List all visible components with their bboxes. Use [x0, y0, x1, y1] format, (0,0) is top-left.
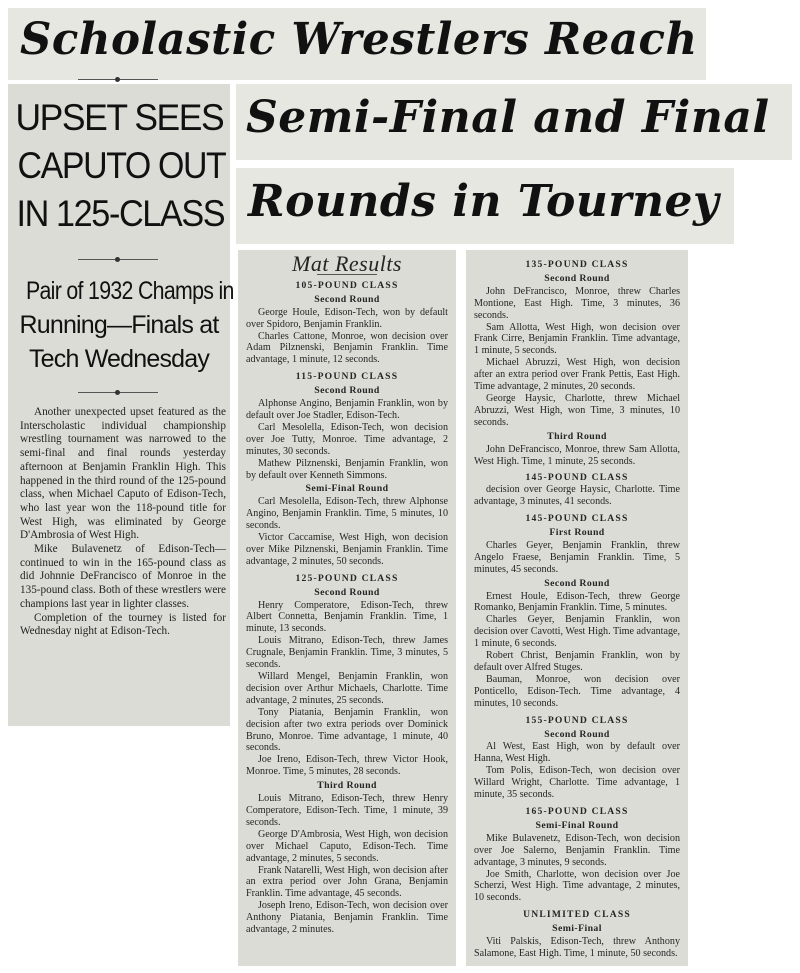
result-entry: Carl Mesolella, Edison-Tech, threw Alphonse Angino, Benjamin Franklin. Time, 5 minutes, 10 seconds.	[246, 496, 448, 532]
round-title: First Round	[549, 527, 605, 539]
result-entry: Michael Abruzzi, West High, won decision after an extra period over Frank Pettis, East High. Time advantage, 2 minutes, 20 seconds.	[474, 357, 680, 393]
top-rule	[78, 79, 158, 80]
story-rule	[78, 392, 158, 393]
results-column-2	[466, 250, 688, 966]
result-entry: Louis Mitrano, Edison-Tech, threw James Crugnale, Benjamin Franklin. Time, 3 minutes, 5 seconds.	[246, 635, 448, 671]
story-paragraph: Mike Bulavenetz of Edison-Tech—continued to win in the 165-pound class as did Johnnie DeFrancisco of Monroe in the 135-pound class. Both of these wrestlers were champions last year in lighter classes.	[20, 543, 226, 610]
result-entry: Mathew Pilznenski, Benjamin Franklin, won by default over Kenneth Simmons.	[246, 457, 448, 481]
deck-sub-line: Running—Finals at	[19, 311, 219, 339]
result-entry: John DeFrancisco, Monroe, threw Charles Montione, East High. Time, 3 minutes, 36 seconds.	[474, 285, 680, 321]
headline-line-3: Rounds in Tourney	[248, 176, 720, 227]
weight-class-title: 135-POUND CLASS	[525, 259, 629, 270]
weight-class-title: 155-POUND CLASS	[525, 714, 629, 726]
result-entry: Carl Mesolella, Edison-Tech, won decision over Joe Tutty, Monroe. Time advantage, 2 minutes, 30 seconds.	[246, 421, 448, 457]
deck-main-line: UPSET SEES	[15, 97, 223, 138]
deck-main-line: IN 125-CLASS	[16, 193, 225, 234]
story-column	[8, 84, 234, 726]
result-entry: George D'Ambrosia, West High, won decision over Michael Caputo, Edison-Tech. Time advantage, 2 minutes, 5 seconds.	[246, 828, 448, 864]
results-column-1-body	[238, 280, 456, 936]
result-entry: Mike Bulavenetz, Edison-Tech, won decision over Joe Salerno, Benjamin Franklin. Time advantage, 3 minutes, 9 seconds.	[474, 832, 680, 868]
deck-main-line: CAPUTO OUT	[17, 145, 226, 186]
weight-class-title: 105-POUND CLASS	[295, 279, 399, 291]
story-paragraph: Another unexpected upset featured as the Interscholastic individual championship wrestling tournament was narrowed to the semi-final and final rounds yesterday afternoon at Benjamin Franklin High. This happened in the third round of the 125-pound class, when Michael Caputo of Edison-Tech, who last year won the 118-pound title for West High, was eliminated by George D'Ambrosia of West High.	[20, 406, 226, 542]
story-body	[20, 406, 226, 639]
round-title: Second Round	[544, 577, 610, 589]
result-entry: Victor Caccamise, West High, won decision over Mike Pilznenski, Benjamin Franklin. Time advantage, 2 minutes, 50 seconds.	[246, 532, 448, 567]
round-title: Second Round	[314, 293, 380, 305]
result-entry: Robert Christ, Benjamin Franklin, won by default over Alfred Stuges.	[474, 650, 680, 673]
headline-line-1: Scholastic Wrestlers Reach	[20, 14, 698, 65]
weight-class-title: 165-POUND CLASS	[525, 805, 629, 817]
result-entry: George Houle, Edison-Tech, won by default over Spidoro, Benjamin Franklin.	[246, 306, 448, 330]
result-entry: John DeFrancisco, Monroe, threw Sam Allotta, West High. Time, 1 minute, 25 seconds.	[474, 443, 680, 467]
result-entry: Louis Mitrano, Edison-Tech, threw Henry Comperatore, Edison-Tech. Time, 1 minute, 39 seconds.	[246, 793, 448, 828]
result-entry: Tony Piatania, Benjamin Franklin, won decision after two extra periods over Dominick Bruno, Monroe. Time advantage, 1 minute, 40 seconds.	[246, 706, 448, 754]
deck-rule	[78, 259, 158, 260]
headline-strip-1	[8, 8, 706, 80]
result-entry: Al West, East High, won by default over Hanna, West High.	[474, 741, 680, 765]
result-entry: Charles Geyer, Benjamin Franklin, threw Angelo Fraese, Benjamin Franklin. Time, 5 minutes, 45 seconds.	[474, 539, 680, 575]
result-entry: Bauman, Monroe, won decision over Ponticello, Edison-Tech. Time advantage, 4 minutes, 10 seconds.	[474, 673, 680, 709]
result-entry: Alphonse Angino, Benjamin Franklin, won by default over Joe Stadler, Edison-Tech.	[246, 398, 448, 421]
result-entry: Tom Polis, Edison-Tech, won decision over Willard Wright, Charlotte. Time advantage, 1 minute, 35 seconds.	[474, 765, 680, 801]
result-entry: Sam Allotta, West High, won decision over Frank Cirre, Benjamin Franklin. Time advantage, 1 minute, 5 seconds.	[474, 321, 680, 357]
round-title: Third Round	[317, 780, 377, 792]
deck-sub	[8, 274, 234, 376]
deck-main	[8, 94, 230, 238]
headline-strip-3	[236, 168, 734, 244]
results-column-1	[238, 250, 456, 966]
round-title: Semi-Final Round	[535, 819, 619, 831]
round-title: Third Round	[547, 430, 607, 442]
weight-class-title: 115-POUND CLASS	[295, 371, 399, 383]
deck-sub-line: Tech Wednesday	[28, 345, 210, 373]
result-entry: decision over George Haysic, Charlotte. Time advantage, 3 minutes, 41 seconds.	[474, 484, 680, 508]
weight-class-title: UNLIMITED CLASS	[523, 909, 631, 921]
result-entry: Charles Cattone, Monroe, won decision over Adam Pilznenski, Benjamin Franklin. Time advantage, 1 minute, 12 seconds.	[246, 330, 448, 366]
weight-class-title: 145-POUND CLASS	[525, 513, 629, 525]
result-entry: Viti Palskis, Edison-Tech, threw Anthony Salamone, East High. Time, 1 minute, 50 seconds.	[474, 936, 680, 959]
round-title: Second Round	[544, 272, 610, 284]
results-column-2-body	[466, 250, 688, 960]
weight-class-title: 145-POUND CLASS	[525, 472, 629, 484]
result-entry: Charles Geyer, Benjamin Franklin, won decision over Cavotti, West High. Time advantage, 1 minute, 6 seconds.	[474, 614, 680, 650]
results-title: Mat Results	[292, 251, 402, 276]
weight-class-title: 125-POUND CLASS	[295, 572, 399, 584]
story-paragraph: Completion of the tourney is listed for Wednesday night at Edison-Tech.	[20, 611, 226, 638]
result-entry: Ernest Houle, Edison-Tech, threw George Romanko, Benjamin Franklin. Time, 5 minutes.	[474, 590, 680, 614]
deck-sub-line: Pair of 1932 Champs in	[25, 277, 234, 305]
result-entry: Henry Comperatore, Edison-Tech, threw Albert Connetta, Benjamin Franklin. Time, 1 minute, 13 seconds.	[246, 599, 448, 635]
result-entry: Joe Ireno, Edison-Tech, threw Victor Hook, Monroe. Time, 5 minutes, 28 seconds.	[246, 754, 448, 778]
headline-line-2: Semi-Final and Final	[246, 92, 770, 143]
round-title: Semi-Final	[552, 923, 602, 935]
round-title: Semi-Final Round	[305, 483, 389, 495]
result-entry: Joseph Ireno, Edison-Tech, won decision over Anthony Piatania, Benjamin Franklin. Time advantage, 2 minutes.	[246, 900, 448, 936]
headline-strip-2	[236, 84, 792, 160]
result-entry: Willard Mengel, Benjamin Franklin, won decision over Arthur Michaels, Charlotte. Time advantage, 2 minutes, 25 seconds.	[246, 671, 448, 706]
result-entry: George Haysic, Charlotte, threw Michael Abruzzi, West High, won Time, 3 minutes, 10 seconds.	[474, 392, 680, 428]
round-title: Second Round	[314, 385, 380, 397]
result-entry: Joe Smith, Charlotte, won decision over Joe Scherzi, West High. Time advantage, 2 minutes, 10 seconds.	[474, 868, 680, 904]
round-title: Second Round	[314, 586, 380, 598]
round-title: Second Round	[544, 728, 610, 740]
result-entry: Frank Natarelli, West High, won decision after an extra period over John Grana, Benjamin Franklin. Time advantage, 45 seconds.	[246, 864, 448, 900]
